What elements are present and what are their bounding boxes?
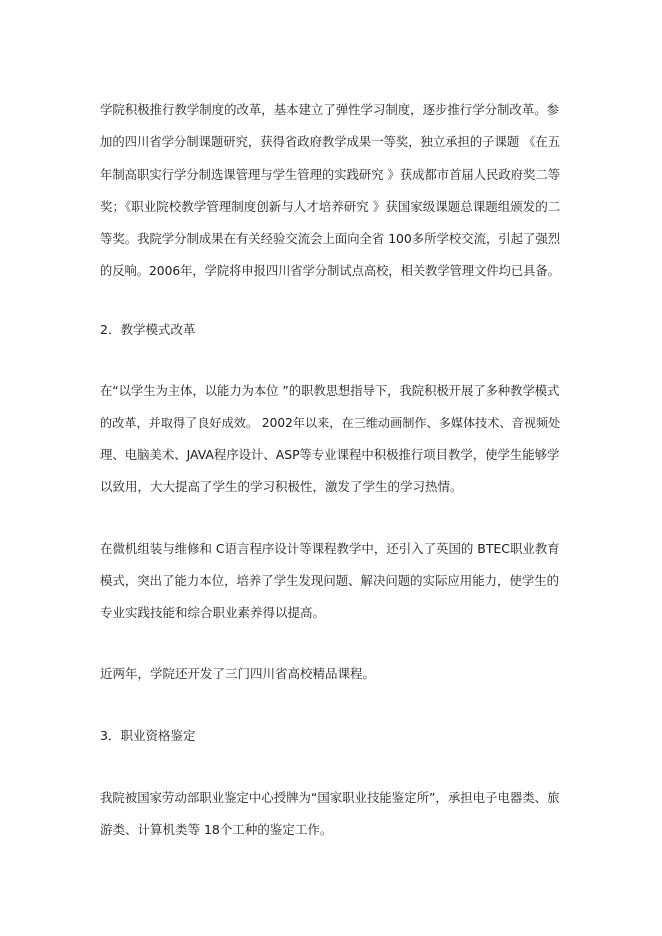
paragraph-3-line-3: 专业实践技能和综合职业素养得以提高。 <box>100 605 326 620</box>
paragraph-3-line-1: 在微机组装与维修和 C语言程序设计等课程教学中，还引入了英国的 BTEC职业教育 <box>100 541 560 556</box>
paragraph-4-line-1: 近两年，学院还开发了三门四川省高校精品课程。 <box>100 666 376 681</box>
paragraph-1-line-3: 年制高职实行学分制选课管理与学生管理的实践研究 》获成都市首届人民政府奖二等 <box>100 168 561 182</box>
paragraph-1-line-4: 奖；《职业院校教学管理制度创新与人才培养研究 》获国家级课题总课题组颁发的二 <box>100 199 561 214</box>
paragraph-2-line-1: 在“以学生为主体，以能力为本位 ”的职教思想指导下，我院积极开展了多种教学模式 <box>100 384 560 398</box>
paragraph-1-line-5: 等奖。我院学分制成果在有关经验交流会上面向全省 100多所学校交流，引起了强烈 <box>100 232 561 246</box>
section-heading-3: 3．职业资格鉴定 <box>100 728 196 743</box>
paragraph-1-line-1: 学院积极推行教学制度的改革，基本建立了弹性学习制度，逐步推行学分制改革。参 <box>100 102 560 117</box>
paragraph-2-line-2: 的改革，并取得了良好成效。 2002年以来，在三维动画制作、多媒体技术、音视频处 <box>100 416 561 430</box>
paragraph-2-line-3: 理、电脑美术、JAVA程序设计、ASP等专业课程中积极推行项目教学，使学生能够学 <box>100 447 560 462</box>
paragraph-1-line-6: 的反响。2006年，学院将申报四川省学分制试点高校，相关教学管理文件均已具备。 <box>100 264 560 278</box>
paragraph-5-line-2: 游类、计算机类等 18个工种的鉴定工作。 <box>100 822 333 837</box>
paragraph-1-line-2: 加的四川省学分制课题研究，获得省政府教学成果一等奖，独立承担的子课题 《在五 <box>100 135 561 149</box>
section-heading-2: 2．教学模式改革 <box>100 322 196 337</box>
paragraph-2-line-4: 以致用，大大提高了学生的学习积极性，激发了学生的学习热情。 <box>100 479 463 494</box>
paragraph-5-line-1: 我院被国家劳动部职业鉴定中心授牌为“国家职业技能鉴定所”，承担电子电器类、旅 <box>100 790 560 805</box>
paragraph-3-line-2: 模式，突出了能力本位，培养了学生发现问题、解决问题的实际应用能力，使学生的 <box>100 573 560 588</box>
